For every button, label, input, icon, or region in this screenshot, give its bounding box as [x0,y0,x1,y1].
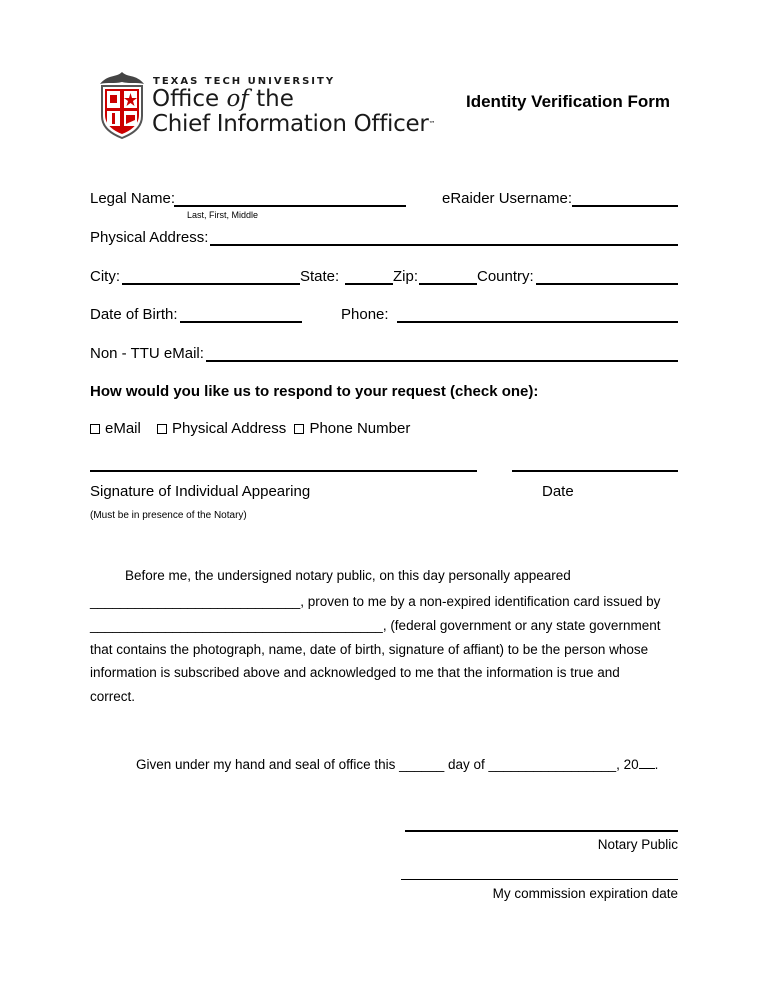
ttu-seal-logo [96,70,148,140]
zip-field[interactable] [419,283,477,285]
country-label: Country: [477,268,534,285]
option-address[interactable] [157,420,286,437]
legal-name-field[interactable] [174,205,406,207]
given-end: . [654,757,659,772]
notary-line-4: that contains the photograph, name, date of birth, signature of affiant) to be the person whose [90,642,649,657]
option-email-label: eMail [105,420,141,437]
state-field[interactable] [345,283,393,285]
email-label: Non - TTU eMail: [90,345,204,362]
address-field[interactable] [210,244,678,246]
commission-label: My commission expiration date [492,886,678,901]
signature-label: Signature of Individual Appearing [90,483,311,500]
signature-note: (Must be in presence of the Notary) [90,510,247,521]
given-text: Given under my hand and seal of office this ______ day of _________________, 20 [136,757,639,772]
office-word: Office [152,86,220,112]
country-field[interactable] [536,283,678,285]
notary-line-1: Before me, the undersigned notary public, on this day personally appeared [125,568,571,583]
city-label: City: [90,268,120,285]
university-name: TEXAS TECH UNIVERSITY [153,76,336,87]
address-label: Physical Address: [90,229,209,246]
notary-line-2: ____________________________, proven to me by a non-expired identification card issued by [90,594,661,609]
form-title: Identity Verification Form [466,92,671,111]
notary-line-6: correct. [90,689,136,704]
checkbox-email[interactable] [90,424,100,434]
checkbox-phone[interactable] [294,424,304,434]
eraider-label: eRaider Username: [442,190,573,207]
of-word: of [226,86,249,112]
phone-field[interactable] [397,321,678,323]
dob-field[interactable] [180,321,302,323]
option-address-label: Physical Address [172,420,287,437]
legal-name-hint: Last, First, Middle [187,210,259,220]
state-label: State: [300,268,340,285]
response-question: How would you like us to respond to your request (check one): [90,383,539,400]
option-phone[interactable] [294,420,410,437]
office-title-line1 [152,86,294,112]
response-options [90,420,422,437]
signature-line[interactable] [90,470,477,472]
year-blank[interactable] [639,758,655,769]
office-title-line2 [152,111,435,137]
commission-line[interactable] [401,879,678,880]
notary-line-5: information is subscribed above and acknowledged to me that the information is true and [90,665,620,680]
given-line [136,757,658,772]
legal-name-label: Legal Name: [90,190,176,207]
dob-label: Date of Birth: [90,306,178,323]
notary-signature-line[interactable] [405,830,678,832]
trademark: ™ [428,120,436,128]
date-label: Date [542,483,574,500]
checkbox-address[interactable] [157,424,167,434]
the-word: the [256,86,294,112]
eraider-field[interactable] [572,205,678,207]
option-phone-label: Phone Number [309,420,411,437]
phone-label: Phone: [341,306,389,323]
cio-words: Chief Information Officer [152,111,429,137]
notary-public-label: Notary Public [597,837,678,852]
option-email[interactable] [90,420,141,437]
city-field[interactable] [122,283,300,285]
notary-line-3: _______________________________________, (federal government or any state government [90,618,661,633]
zip-label: Zip: [393,268,419,285]
date-line[interactable] [512,470,678,472]
email-field[interactable] [206,360,678,362]
